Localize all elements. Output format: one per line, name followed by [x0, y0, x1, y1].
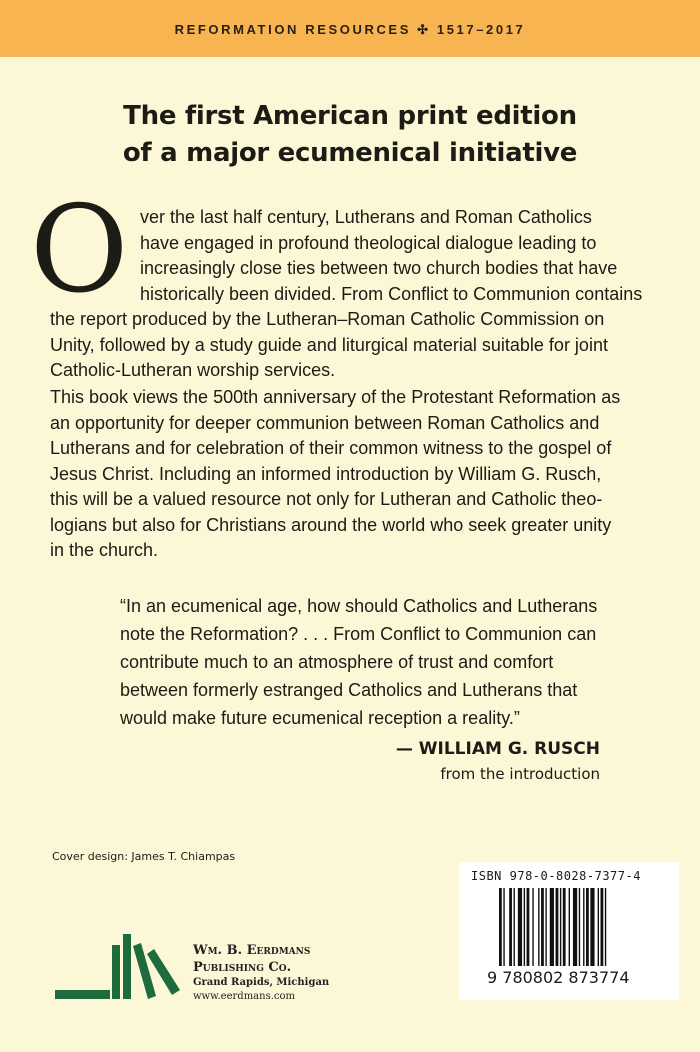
- headline-line: The first American print edition: [123, 101, 577, 131]
- isbn-label: ISBN 978-0-8028-7377-4: [471, 869, 641, 883]
- quote-line: between formerly estranged Catholics and Lutherans that: [120, 680, 578, 700]
- text-line: Unity, followed by a study guide and liturgical material suitable for joint: [50, 334, 608, 355]
- quote-line: note the Reformation? . . . From Conflict to Communion can: [120, 624, 597, 644]
- series-banner: [0, 0, 700, 57]
- barcode: [499, 888, 639, 966]
- barcode-bar: [541, 888, 544, 966]
- barcode-bar: [579, 888, 580, 966]
- barcode-bar: [532, 888, 533, 966]
- quote-source: from the introduction: [440, 765, 600, 783]
- text-line: ver the last half century, Lutherans and Roman Catholics: [140, 207, 592, 227]
- description-paragraph-2: [50, 385, 620, 564]
- text-line: logians but also for Christians around the world who seek greater unity: [50, 514, 612, 535]
- barcode-bar: [503, 888, 504, 966]
- publisher-name-2: Publishing Co.: [193, 960, 292, 975]
- barcode-bar: [518, 888, 522, 966]
- barcode-bar: [509, 888, 512, 966]
- publisher-city: Grand Rapids, Michigan: [193, 977, 330, 988]
- barcode-digits: 9 780802 873774: [487, 968, 630, 987]
- headline-line: of a major ecumenical initiative: [122, 138, 578, 168]
- barcode-bar: [514, 888, 515, 966]
- text-line: Lutherans and for celebration of their common witness to the gospel of: [50, 438, 612, 458]
- barcode-bar: [586, 888, 589, 966]
- barcode-bar: [499, 888, 502, 966]
- barcode-bar: [563, 888, 566, 966]
- text-line: Jesus Christ. Including an informed introduction by William G. Rusch,: [50, 463, 602, 484]
- publisher-info: [193, 942, 329, 1004]
- barcode-bar: [573, 888, 577, 966]
- barcode-bar: [538, 888, 539, 966]
- drop-cap: O: [30, 181, 129, 320]
- barcode-bar: [524, 888, 525, 966]
- barcode-bar: [556, 888, 559, 966]
- quote-line: would make future ecumenical reception a reality.”: [120, 708, 520, 728]
- barcode-bar: [569, 888, 570, 966]
- series-label: REFORMATION RESOURCES ✣ 1517–2017: [174, 22, 526, 37]
- publisher-logo-icon: [55, 932, 185, 1000]
- publisher-url: www.eerdmans.com: [193, 991, 295, 1002]
- headline: [0, 98, 700, 172]
- barcode-bar: [583, 888, 584, 966]
- quote-line: contribute much to an atmosphere of trust and comfort: [120, 652, 554, 672]
- text-line: increasingly close ties between two church bodies that have: [140, 258, 618, 278]
- isbn-barcode-box: [459, 862, 679, 1000]
- text-line: an opportunity for deeper communion between Roman Catholics and: [50, 412, 600, 433]
- text-line: Catholic-Lutheran worship services.: [50, 360, 336, 380]
- barcode-bar: [527, 888, 530, 966]
- endorsement-quote: [120, 592, 597, 732]
- publisher-name: Wm. B. Eerdmans: [193, 943, 311, 958]
- quote-line: “In an ecumenical age, how should Catholics and Lutherans: [120, 596, 598, 616]
- barcode-bar: [598, 888, 599, 966]
- text-line: historically been divided. From Conflict to Communion contains: [140, 283, 643, 304]
- text-line: in the church.: [50, 540, 159, 560]
- barcode-bar: [601, 888, 604, 966]
- text-line: have engaged in profound theological dialogue leading to: [140, 232, 597, 253]
- description-paragraph-1: [50, 205, 670, 384]
- quote-author: — WILLIAM G. RUSCH: [395, 739, 600, 759]
- text-line: this will be a valued resource not only for Lutheran and Catholic theo-: [50, 489, 603, 509]
- barcode-bar: [550, 888, 554, 966]
- text-line: the report produced by the Lutheran–Roman Catholic Commission on: [50, 309, 605, 329]
- barcode-bar: [590, 888, 594, 966]
- cover-credit: Cover design: James T. Chiampas: [52, 850, 236, 863]
- text-line: This book views the 500th anniversary of the Protestant Reformation as: [50, 387, 621, 407]
- barcode-bar: [560, 888, 561, 966]
- barcode-bar: [545, 888, 546, 966]
- barcode-bar: [605, 888, 606, 966]
